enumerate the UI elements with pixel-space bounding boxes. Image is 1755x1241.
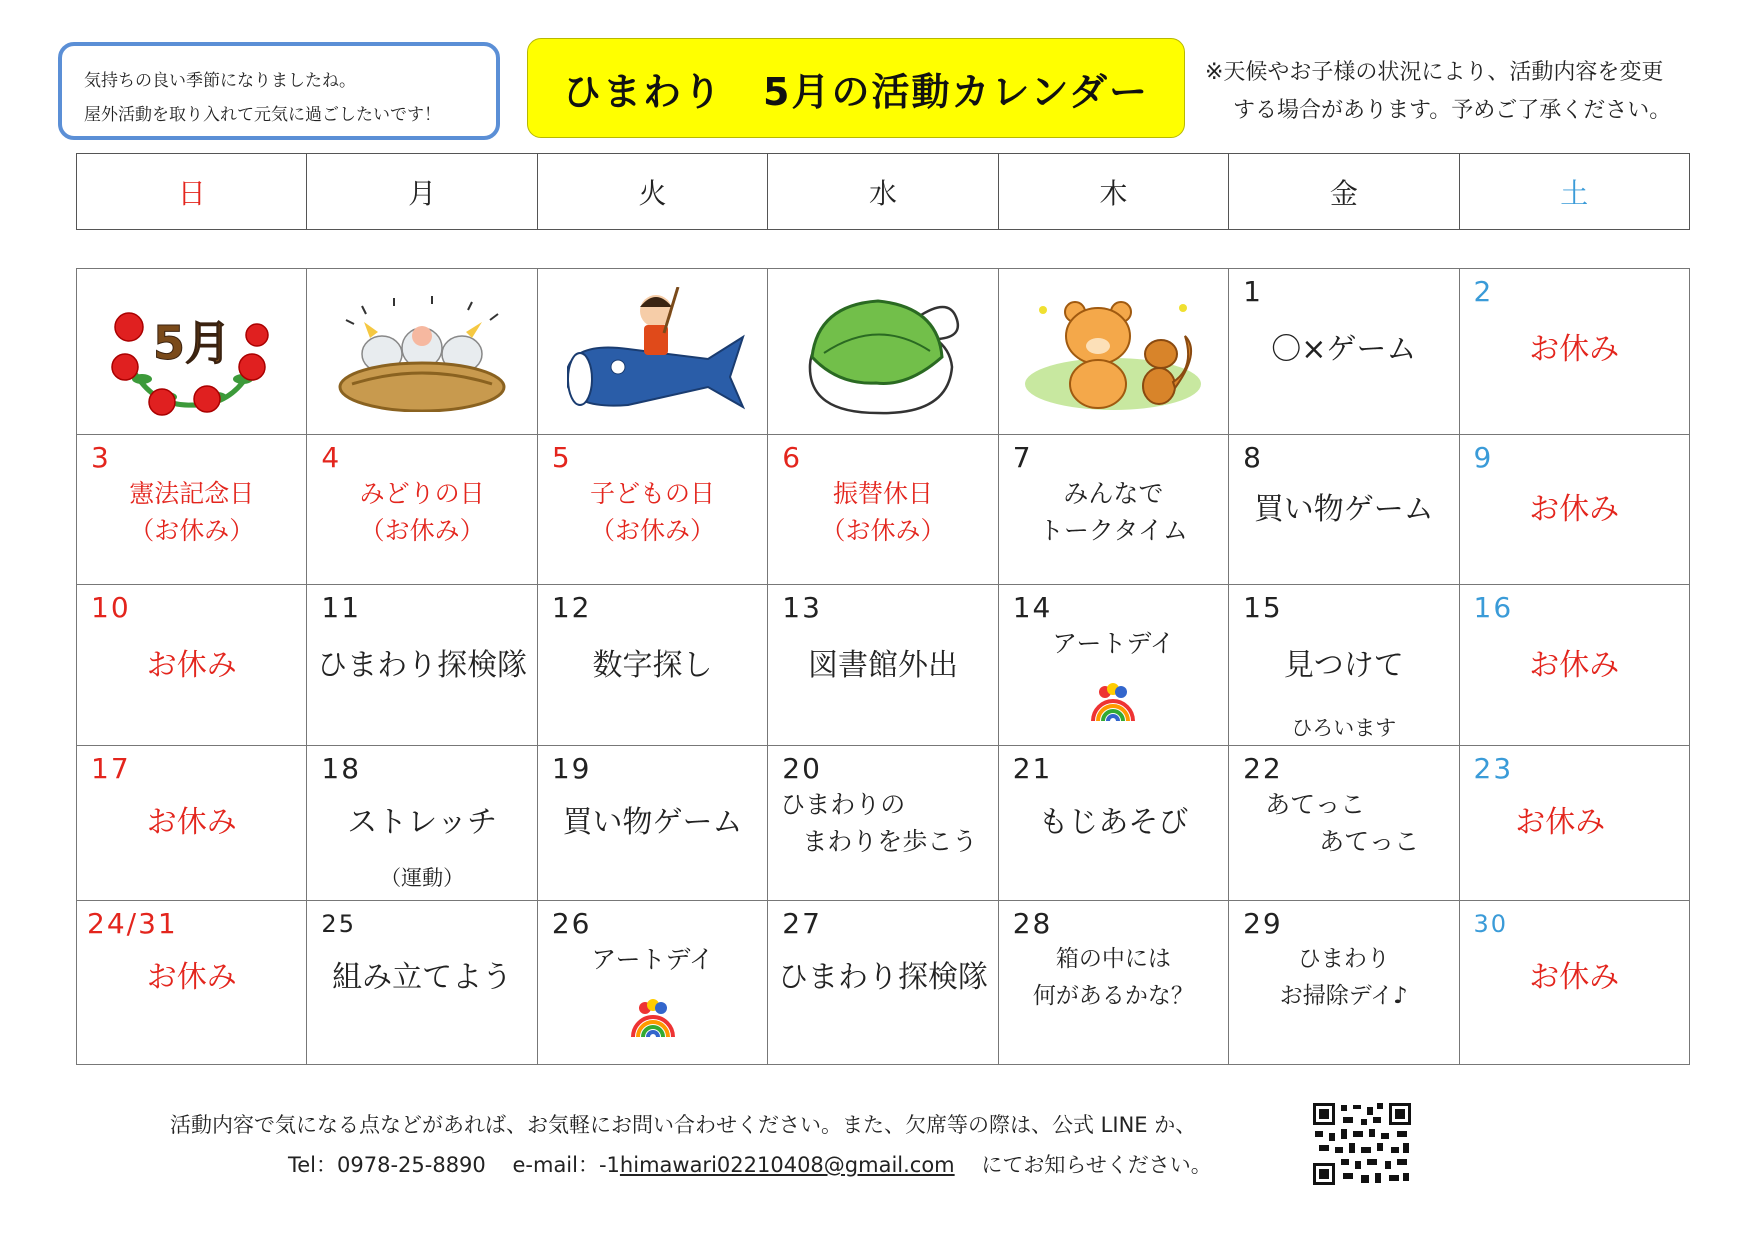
kashiwa-mochi-picture — [768, 269, 998, 435]
day-cell-14 — [998, 585, 1228, 746]
day-number: 14 — [1012, 591, 1053, 624]
baby-birds-nest-picture — [307, 269, 537, 435]
email-link[interactable]: himawari02210408@gmail.com — [619, 1153, 955, 1177]
day-cell-16 — [1459, 585, 1689, 746]
day-activity-line: 振替休日 — [832, 479, 933, 508]
day-activity-line: 子どもの日 — [590, 479, 716, 508]
day-activity-line: あてっこ — [1265, 790, 1366, 819]
weekday-wed: 水 — [768, 154, 998, 230]
day-activity — [1229, 786, 1458, 860]
day-activity-line: あてっこ — [1319, 827, 1420, 856]
day-activity: 買い物ゲーム — [1253, 492, 1434, 527]
day-cell-3 — [77, 435, 307, 585]
day-cell-24-31 — [77, 901, 307, 1065]
day-activity: 見つけて — [1283, 648, 1404, 683]
day-activity: 数字探し — [592, 648, 713, 683]
carnation-5gatsu-picture — [77, 269, 307, 435]
calendar-grid — [76, 268, 1690, 1065]
weekday-header — [76, 153, 1690, 230]
kintaro-koinobori-picture — [537, 269, 767, 435]
kashiwa-mochi-icon — [798, 287, 968, 417]
day-activity — [307, 475, 536, 549]
day-number: 1 — [1243, 275, 1263, 308]
day-cell-10 — [77, 585, 307, 746]
footer-line-2 — [170, 1145, 1212, 1185]
day-activity: お休み — [1529, 492, 1620, 527]
notice-line-2: する場合があります。予めご了承ください。 — [1233, 98, 1672, 123]
day-number: 26 — [551, 907, 592, 940]
day-activity-line: お掃除デイ♪ — [1279, 983, 1408, 1009]
day-activity: お休み — [1529, 648, 1620, 683]
day-activity: お休み — [146, 648, 237, 683]
day-activity — [768, 786, 997, 860]
day-number: 13 — [782, 591, 822, 624]
weekday-fri: 金 — [1229, 154, 1459, 230]
day-number: 8 — [1243, 441, 1263, 474]
day-number: 21 — [1012, 752, 1053, 785]
weekday-mon: 月 — [307, 154, 537, 230]
day-activity: お休み — [146, 960, 237, 995]
greeting-line-2: 屋外活動を取り入れて元気に過ごしたいです！ — [84, 105, 441, 125]
day-activity-line: まわりを歩こう — [802, 827, 978, 856]
day-activity — [1229, 941, 1458, 1015]
day-activity — [538, 475, 767, 549]
day-cell-27 — [768, 901, 998, 1065]
koinobori-icon — [558, 287, 748, 417]
day-cell-2 — [1459, 269, 1689, 435]
day-cell-7 — [998, 435, 1228, 585]
notice — [1205, 54, 1685, 130]
day-activity-line: 憲法記念日 — [129, 479, 255, 508]
day-activity-sub: （運動） — [380, 866, 465, 890]
day-number: 6 — [782, 441, 803, 474]
weekday-thu: 木 — [998, 154, 1228, 230]
day-activity-line: （お休み） — [129, 516, 255, 545]
day-activity: もじあそび — [1038, 805, 1189, 840]
day-cell-4 — [307, 435, 537, 585]
day-cell-21 — [998, 746, 1228, 901]
footer-suffix: にてお知らせください。 — [981, 1153, 1212, 1177]
day-cell-12 — [537, 585, 767, 746]
day-cell-8 — [1229, 435, 1459, 585]
day-cell-13 — [768, 585, 998, 746]
greeting-box — [58, 42, 500, 140]
day-number: 4 — [321, 441, 342, 474]
bear-squirrel-picture — [998, 269, 1228, 435]
day-activity-line: ひまわり — [1297, 946, 1390, 972]
calendar-week — [77, 746, 1690, 901]
day-activity — [999, 475, 1228, 549]
day-cell-30 — [1459, 901, 1689, 1065]
qr-code-icon[interactable] — [1311, 1101, 1413, 1187]
day-activity: お休み — [1529, 332, 1620, 367]
weekday-sun: 日 — [77, 154, 307, 230]
day-cell-29 — [1229, 901, 1459, 1065]
day-activity: お休み — [146, 805, 237, 840]
day-cell-26 — [537, 901, 767, 1065]
greeting-line-1: 気持ちの良い季節になりましたね。 — [84, 71, 356, 91]
day-number: 11 — [321, 591, 362, 624]
may-label: 5月 — [152, 315, 231, 370]
day-number: 17 — [91, 752, 131, 785]
day-activity: 図書館外出 — [807, 648, 958, 683]
bear-squirrel-icon — [1023, 292, 1203, 412]
day-activity-line: トークタイム — [1038, 516, 1188, 545]
day-cell-5 — [537, 435, 767, 585]
day-cell-1 — [1229, 269, 1459, 435]
day-activity-line: 何があるかな？ — [1032, 983, 1194, 1009]
notice-line-1: ※天候やお子様の状況により、活動内容を変更 — [1205, 60, 1664, 85]
day-activity: ひまわり探検隊 — [317, 648, 528, 683]
day-number: 27 — [782, 907, 822, 940]
day-cell-28 — [998, 901, 1228, 1065]
day-cell-25 — [307, 901, 537, 1065]
day-activity-line: （お休み） — [820, 516, 946, 545]
day-number: 16 — [1473, 591, 1514, 624]
rainbow-balloons-icon — [629, 999, 677, 1039]
tel-label: Tel： — [288, 1153, 338, 1177]
day-cell-18 — [307, 746, 537, 901]
day-activity-line: （お休み） — [590, 516, 716, 545]
day-number: 5 — [551, 441, 572, 474]
email-label: e-mail：-1 — [512, 1153, 620, 1177]
day-number: 24/31 — [87, 907, 178, 940]
weekday-tue: 火 — [537, 154, 767, 230]
day-activity-line: 箱の中には — [1055, 946, 1171, 972]
page-title: ひまわり 5月の活動カレンダー — [527, 38, 1185, 138]
birds-nest-icon — [332, 292, 512, 412]
day-cell-19 — [537, 746, 767, 901]
footer — [170, 1105, 1212, 1185]
day-activity: ひまわり探検隊 — [777, 960, 988, 995]
tel-number: 0978-25-8890 — [337, 1153, 486, 1177]
day-number: 18 — [321, 752, 362, 785]
day-number: 3 — [91, 441, 111, 474]
carnation-icon — [107, 287, 277, 417]
day-number: 12 — [551, 591, 592, 624]
day-number: 25 — [321, 910, 356, 938]
footer-line-1: 活動内容で気になる点などがあれば、お気軽にお問い合わせください。また、欠席等の際は、公式 LINE か、 — [170, 1113, 1197, 1137]
calendar-week — [77, 901, 1690, 1065]
day-activity: アートデイ — [591, 945, 714, 974]
day-cell-9 — [1459, 435, 1689, 585]
day-number: 10 — [91, 591, 131, 624]
day-number: 2 — [1473, 275, 1494, 308]
day-cell-17 — [77, 746, 307, 901]
day-cell-15 — [1229, 585, 1459, 746]
day-activity-line: （お休み） — [359, 516, 485, 545]
calendar-week — [77, 269, 1690, 435]
day-cell-11 — [307, 585, 537, 746]
day-number: 9 — [1473, 441, 1494, 474]
day-activity: ストレッチ — [347, 805, 497, 840]
day-number: 29 — [1243, 907, 1283, 940]
day-cell-22 — [1229, 746, 1459, 901]
rainbow-balloons-icon — [1089, 683, 1137, 723]
day-number: 30 — [1473, 910, 1509, 938]
weekday-sat: 土 — [1459, 154, 1689, 230]
day-activity — [77, 475, 306, 549]
day-activity — [768, 475, 997, 549]
day-activity: 〇×ゲーム — [1271, 332, 1417, 367]
day-activity: お休み — [1515, 805, 1606, 840]
day-number: 23 — [1473, 752, 1514, 785]
day-cell-23 — [1459, 746, 1689, 901]
day-activity-line: ひまわりの — [780, 790, 906, 819]
calendar-week — [77, 585, 1690, 746]
day-cell-6 — [768, 435, 998, 585]
day-activity: 買い物ゲーム — [562, 805, 743, 840]
day-activity: 組み立てよう — [332, 960, 513, 995]
day-number: 7 — [1012, 441, 1033, 474]
day-number: 28 — [1012, 907, 1053, 940]
day-activity: お休み — [1529, 960, 1620, 995]
day-number: 19 — [551, 752, 592, 785]
day-activity-line: みんなで — [1063, 479, 1164, 508]
day-number: 22 — [1243, 752, 1283, 785]
calendar-week — [77, 435, 1690, 585]
day-activity-line: みどりの日 — [359, 479, 485, 508]
day-activity: アートデイ — [1052, 629, 1175, 658]
day-activity-sub: ひろいます — [1291, 716, 1397, 740]
day-number: 15 — [1243, 591, 1283, 624]
day-number: 20 — [782, 752, 822, 785]
day-activity — [999, 941, 1228, 1015]
day-cell-20 — [768, 746, 998, 901]
